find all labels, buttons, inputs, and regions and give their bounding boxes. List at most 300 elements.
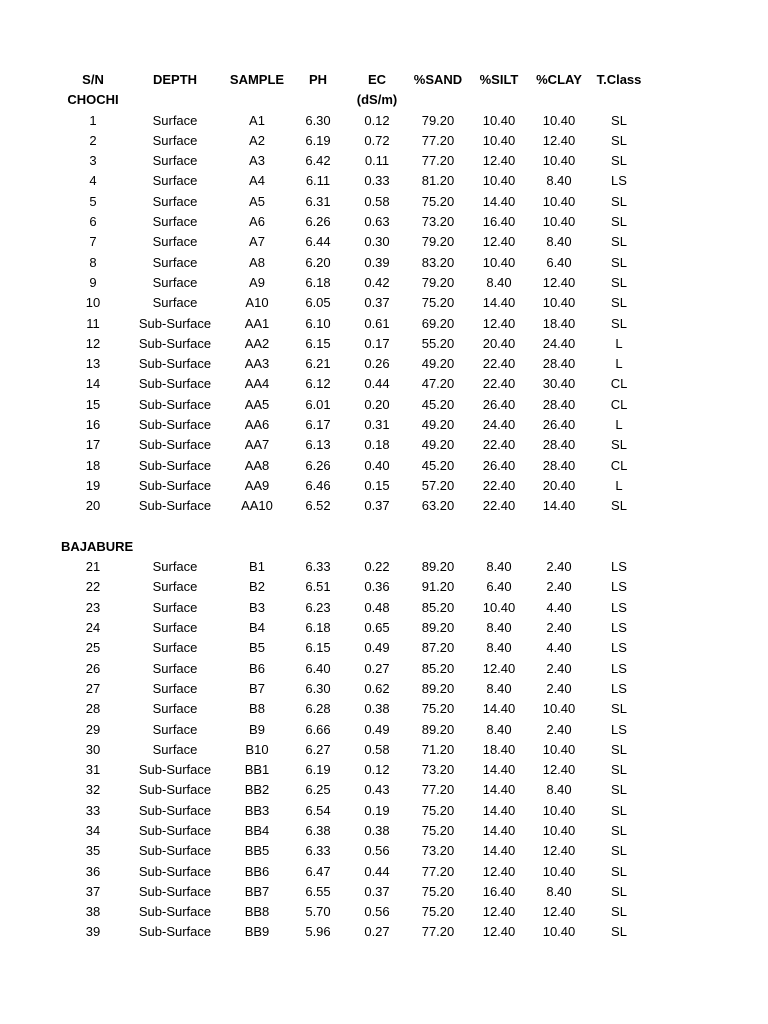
cell-ec: 0.27 <box>364 660 390 676</box>
cell-tclass: SL <box>611 437 627 453</box>
cell-clay: 10.40 <box>542 741 576 757</box>
cell-sample: A7 <box>249 234 265 250</box>
section-chochi-rows <box>0 111 768 517</box>
cell-tclass: SL <box>611 112 627 128</box>
cell-sample: BB3 <box>244 802 270 818</box>
cell-sand: 49.20 <box>421 437 455 453</box>
cell-ph: 6.21 <box>305 356 331 372</box>
cell-ec: 0.58 <box>364 741 390 757</box>
cell-ec: 0.63 <box>364 214 390 230</box>
cell-tclass: SL <box>611 234 627 250</box>
table-row <box>0 557 768 577</box>
section-header-bajabure <box>0 537 768 557</box>
cell-tclass: LS <box>611 599 627 615</box>
cell-sample: BB1 <box>244 762 270 778</box>
table-row <box>0 699 768 719</box>
cell-ph: 6.11 <box>305 173 331 189</box>
cell-ec: 0.33 <box>364 173 390 189</box>
cell-tclass: SL <box>611 701 627 717</box>
cell-tclass: LS <box>611 620 627 636</box>
cell-sample: AA10 <box>241 498 273 514</box>
cell-ec: 0.72 <box>364 132 390 148</box>
cell-tclass: L <box>615 335 623 351</box>
header-clay: %CLAY <box>536 72 582 87</box>
cell-sand: 79.20 <box>421 274 455 290</box>
cell-ec: 0.61 <box>364 315 390 331</box>
cell-ph: 6.25 <box>305 782 331 798</box>
table-row <box>0 598 768 618</box>
cell-tclass: LS <box>611 680 627 696</box>
cell-sample: BB2 <box>244 782 270 798</box>
cell-clay: 20.40 <box>542 477 576 493</box>
cell-depth: Sub-Surface <box>138 437 212 453</box>
cell-depth: Sub-Surface <box>138 924 212 940</box>
cell-ec: 0.39 <box>364 254 390 270</box>
cell-ph: 5.96 <box>305 924 331 940</box>
cell-sample: A9 <box>249 274 265 290</box>
cell-ph: 6.44 <box>305 234 331 250</box>
table-row <box>0 841 768 861</box>
cell-ec: 0.58 <box>364 193 390 209</box>
cell-tclass: SL <box>611 924 627 940</box>
cell-sn: 4 <box>89 173 97 189</box>
cell-ec: 0.36 <box>364 579 390 595</box>
table-row <box>0 374 768 394</box>
cell-sn: 37 <box>85 883 101 899</box>
cell-ph: 6.38 <box>305 822 331 838</box>
cell-sample: B2 <box>249 579 265 595</box>
cell-ec: 0.48 <box>364 599 390 615</box>
cell-sample: B8 <box>249 701 265 717</box>
table-row <box>0 862 768 882</box>
cell-ec: 0.56 <box>364 843 390 859</box>
cell-sand: 85.20 <box>421 599 455 615</box>
header-depth: DEPTH <box>152 72 198 87</box>
table-row <box>0 720 768 740</box>
cell-sample: AA3 <box>244 356 270 372</box>
cell-silt: 14.40 <box>482 193 516 209</box>
cell-sand: 45.20 <box>421 457 455 473</box>
cell-silt: 18.40 <box>482 741 516 757</box>
cell-ph: 6.47 <box>305 863 331 879</box>
cell-sn: 5 <box>89 193 97 209</box>
cell-sand: 47.20 <box>421 376 455 392</box>
cell-sand: 69.20 <box>421 315 455 331</box>
cell-depth: Sub-Surface <box>138 396 212 412</box>
cell-sand: 89.20 <box>421 620 455 636</box>
cell-ec: 0.20 <box>364 396 390 412</box>
cell-sn: 39 <box>85 924 101 940</box>
cell-ph: 6.66 <box>305 721 331 737</box>
cell-ec: 0.56 <box>364 904 390 920</box>
cell-sn: 20 <box>85 498 101 514</box>
cell-sand: 75.20 <box>421 193 455 209</box>
cell-sn: 9 <box>89 274 97 290</box>
cell-sample: A5 <box>249 193 265 209</box>
cell-depth: Surface <box>152 254 198 270</box>
cell-ec: 0.42 <box>364 274 390 290</box>
cell-sample: B7 <box>249 680 265 696</box>
cell-silt: 8.40 <box>486 721 512 737</box>
cell-clay: 24.40 <box>542 335 576 351</box>
cell-silt: 10.40 <box>482 173 516 189</box>
cell-sample: AA9 <box>244 477 270 493</box>
cell-silt: 16.40 <box>482 214 516 230</box>
cell-sample: AA7 <box>244 437 270 453</box>
cell-ph: 6.52 <box>305 498 331 514</box>
cell-ph: 6.42 <box>305 153 331 169</box>
cell-depth: Surface <box>152 640 198 656</box>
cell-clay: 12.40 <box>542 274 576 290</box>
cell-ph: 6.26 <box>305 214 331 230</box>
table-row <box>0 902 768 922</box>
header-row <box>0 70 768 90</box>
cell-silt: 14.40 <box>482 762 516 778</box>
cell-sample: AA2 <box>244 335 270 351</box>
cell-ph: 6.17 <box>305 417 331 433</box>
cell-ph: 6.05 <box>305 295 331 311</box>
cell-sample: B5 <box>249 640 265 656</box>
cell-depth: Sub-Surface <box>138 315 212 331</box>
cell-clay: 10.40 <box>542 193 576 209</box>
cell-sample: BB8 <box>244 904 270 920</box>
cell-silt: 26.40 <box>482 457 516 473</box>
cell-tclass: L <box>615 477 623 493</box>
cell-clay: 28.40 <box>542 437 576 453</box>
cell-sand: 79.20 <box>421 234 455 250</box>
cell-ec: 0.38 <box>364 822 390 838</box>
cell-clay: 8.40 <box>546 883 572 899</box>
cell-sample: AA4 <box>244 376 270 392</box>
cell-silt: 22.40 <box>482 477 516 493</box>
table-row <box>0 456 768 476</box>
soil-data-table <box>0 70 768 943</box>
cell-clay: 6.40 <box>546 254 572 270</box>
cell-ph: 6.28 <box>305 701 331 717</box>
cell-sample: A6 <box>249 214 265 230</box>
cell-sand: 57.20 <box>421 477 455 493</box>
table-row <box>0 314 768 334</box>
cell-tclass: LS <box>611 640 627 656</box>
cell-sample: AA1 <box>244 315 270 331</box>
table-row <box>0 232 768 252</box>
cell-silt: 14.40 <box>482 295 516 311</box>
header-sand: %SAND <box>413 72 463 87</box>
table-row <box>0 780 768 800</box>
table-row <box>0 476 768 496</box>
cell-tclass: SL <box>611 782 627 798</box>
cell-sn: 11 <box>86 315 100 331</box>
cell-clay: 28.40 <box>542 356 576 372</box>
cell-depth: Surface <box>152 599 198 615</box>
cell-sample: AA8 <box>244 457 270 473</box>
cell-depth: Surface <box>152 721 198 737</box>
cell-ec: 0.49 <box>364 721 390 737</box>
cell-sn: 27 <box>85 680 101 696</box>
cell-ph: 6.33 <box>305 559 331 575</box>
cell-ec: 0.65 <box>364 620 390 636</box>
cell-silt: 10.40 <box>482 599 516 615</box>
cell-ph: 6.12 <box>305 376 331 392</box>
cell-ph: 6.26 <box>305 457 331 473</box>
table-row <box>0 922 768 942</box>
cell-clay: 10.40 <box>542 863 576 879</box>
table-row <box>0 253 768 273</box>
cell-silt: 12.40 <box>482 315 516 331</box>
cell-tclass: LS <box>611 559 627 575</box>
cell-clay: 10.40 <box>542 153 576 169</box>
cell-silt: 12.40 <box>482 234 516 250</box>
cell-ph: 6.01 <box>305 396 331 412</box>
cell-clay: 8.40 <box>546 782 572 798</box>
cell-silt: 8.40 <box>486 274 512 290</box>
cell-sand: 87.20 <box>421 640 455 656</box>
cell-sn: 38 <box>85 904 101 920</box>
cell-sand: 77.20 <box>421 132 455 148</box>
cell-sand: 49.20 <box>421 356 455 372</box>
cell-depth: Sub-Surface <box>138 843 212 859</box>
cell-sample: BB4 <box>244 822 270 838</box>
cell-silt: 12.40 <box>482 863 516 879</box>
cell-sand: 85.20 <box>421 660 455 676</box>
cell-ec: 0.15 <box>364 477 390 493</box>
cell-silt: 24.40 <box>482 417 516 433</box>
cell-sand: 79.20 <box>421 112 455 128</box>
cell-sand: 91.20 <box>421 579 455 595</box>
table-row <box>0 577 768 597</box>
cell-ph: 6.19 <box>305 762 331 778</box>
cell-tclass: L <box>615 356 623 372</box>
cell-silt: 8.40 <box>486 640 512 656</box>
table-row <box>0 192 768 212</box>
cell-ec: 0.62 <box>364 680 390 696</box>
cell-ec: 0.40 <box>364 457 390 473</box>
cell-depth: Surface <box>152 193 198 209</box>
cell-silt: 12.40 <box>482 904 516 920</box>
cell-sand: 77.20 <box>421 863 455 879</box>
cell-ph: 6.54 <box>305 802 331 818</box>
cell-clay: 10.40 <box>542 112 576 128</box>
cell-ph: 6.15 <box>305 640 331 656</box>
cell-ec: 0.38 <box>364 701 390 717</box>
cell-depth: Sub-Surface <box>138 822 212 838</box>
cell-sand: 45.20 <box>421 396 455 412</box>
table-row <box>0 679 768 699</box>
cell-tclass: SL <box>611 153 627 169</box>
cell-sample: B4 <box>249 620 265 636</box>
cell-depth: Sub-Surface <box>138 498 212 514</box>
cell-clay: 2.40 <box>546 559 572 575</box>
cell-ec: 0.37 <box>364 295 390 311</box>
cell-sn: 16 <box>85 417 101 433</box>
cell-depth: Sub-Surface <box>138 477 212 493</box>
cell-clay: 8.40 <box>546 234 572 250</box>
cell-sand: 89.20 <box>421 721 455 737</box>
cell-tclass: SL <box>611 193 627 209</box>
cell-depth: Surface <box>152 295 198 311</box>
cell-sn: 17 <box>85 437 101 453</box>
cell-ec: 0.22 <box>364 559 390 575</box>
header-sample: SAMPLE <box>229 72 285 87</box>
cell-depth: Surface <box>152 579 198 595</box>
cell-sample: AA5 <box>244 396 270 412</box>
cell-silt: 22.40 <box>482 437 516 453</box>
table-row <box>0 659 768 679</box>
header-tclass: T.Class <box>596 72 642 87</box>
cell-ph: 6.23 <box>305 599 331 615</box>
cell-silt: 8.40 <box>486 620 512 636</box>
cell-clay: 2.40 <box>546 620 572 636</box>
subheader-row <box>0 90 768 110</box>
cell-clay: 8.40 <box>546 173 572 189</box>
cell-sample: B3 <box>249 599 265 615</box>
table-row <box>0 293 768 313</box>
cell-sand: 77.20 <box>421 153 455 169</box>
cell-clay: 28.40 <box>542 457 576 473</box>
cell-silt: 22.40 <box>482 376 516 392</box>
cell-tclass: LS <box>611 721 627 737</box>
cell-ph: 6.51 <box>305 579 331 595</box>
cell-ph: 6.33 <box>305 843 331 859</box>
cell-sn: 31 <box>85 762 101 778</box>
cell-sn: 1 <box>89 112 97 128</box>
cell-clay: 2.40 <box>546 660 572 676</box>
cell-ph: 6.10 <box>305 315 331 331</box>
cell-sn: 36 <box>85 863 101 879</box>
cell-ph: 6.19 <box>305 132 331 148</box>
cell-sample: A4 <box>249 173 265 189</box>
cell-tclass: LS <box>611 660 627 676</box>
cell-silt: 16.40 <box>482 883 516 899</box>
cell-depth: Surface <box>152 112 198 128</box>
cell-depth: Surface <box>152 559 198 575</box>
cell-ph: 6.18 <box>305 274 331 290</box>
cell-sn: 26 <box>85 660 101 676</box>
cell-silt: 22.40 <box>482 498 516 514</box>
cell-clay: 30.40 <box>542 376 576 392</box>
cell-sn: 12 <box>85 335 101 351</box>
table-row <box>0 354 768 374</box>
cell-tclass: SL <box>611 843 627 859</box>
cell-sand: 77.20 <box>421 782 455 798</box>
cell-clay: 2.40 <box>546 680 572 696</box>
cell-ec: 0.19 <box>364 802 390 818</box>
cell-sand: 49.20 <box>421 417 455 433</box>
cell-sn: 19 <box>85 477 101 493</box>
cell-ph: 6.55 <box>305 883 331 899</box>
cell-clay: 12.40 <box>542 843 576 859</box>
cell-depth: Surface <box>152 660 198 676</box>
cell-tclass: SL <box>611 295 627 311</box>
cell-ec: 0.11 <box>364 153 390 169</box>
table-row <box>0 496 768 516</box>
cell-ph: 6.15 <box>305 335 331 351</box>
cell-sand: 73.20 <box>421 762 455 778</box>
section-label-bajabure: BAJABURE <box>61 538 134 554</box>
table-row <box>0 395 768 415</box>
cell-sn: 3 <box>89 153 97 169</box>
cell-tclass: SL <box>611 274 627 290</box>
cell-ph: 6.27 <box>305 741 331 757</box>
header-silt: %SILT <box>479 72 519 87</box>
cell-sample: BB5 <box>244 843 270 859</box>
cell-tclass: CL <box>610 457 628 473</box>
cell-sn: 18 <box>85 457 101 473</box>
cell-sn: 29 <box>85 721 101 737</box>
cell-silt: 8.40 <box>486 680 512 696</box>
cell-sn: 24 <box>85 620 101 636</box>
table-row <box>0 638 768 658</box>
table-row <box>0 760 768 780</box>
cell-sn: 6 <box>89 214 97 230</box>
cell-clay: 4.40 <box>546 640 572 656</box>
cell-sample: B10 <box>245 741 269 757</box>
cell-clay: 2.40 <box>546 579 572 595</box>
cell-tclass: SL <box>611 132 627 148</box>
cell-depth: Surface <box>152 132 198 148</box>
cell-clay: 28.40 <box>542 396 576 412</box>
cell-ec: 0.31 <box>364 417 390 433</box>
cell-sample: A8 <box>249 254 265 270</box>
cell-clay: 26.40 <box>542 417 576 433</box>
table-row <box>0 171 768 191</box>
table-row <box>0 882 768 902</box>
cell-tclass: SL <box>611 863 627 879</box>
header-ph: PH <box>308 72 328 87</box>
cell-ec: 0.17 <box>364 335 390 351</box>
cell-ec: 0.30 <box>364 234 390 250</box>
cell-clay: 12.40 <box>542 904 576 920</box>
cell-tclass: SL <box>611 498 627 514</box>
cell-silt: 10.40 <box>482 132 516 148</box>
cell-depth: Surface <box>152 620 198 636</box>
cell-depth: Sub-Surface <box>138 356 212 372</box>
cell-ph: 6.31 <box>305 193 331 209</box>
cell-depth: Sub-Surface <box>138 417 212 433</box>
cell-sand: 75.20 <box>421 295 455 311</box>
cell-tclass: SL <box>611 883 627 899</box>
cell-silt: 12.40 <box>482 924 516 940</box>
table-row <box>0 740 768 760</box>
cell-depth: Sub-Surface <box>138 762 212 778</box>
cell-sand: 55.20 <box>421 335 455 351</box>
cell-depth: Surface <box>152 680 198 696</box>
cell-silt: 14.40 <box>482 701 516 717</box>
cell-tclass: SL <box>611 214 627 230</box>
cell-sn: 34 <box>85 822 101 838</box>
cell-clay: 2.40 <box>546 721 572 737</box>
table-row <box>0 801 768 821</box>
cell-sand: 81.20 <box>421 173 455 189</box>
header-ec-unit: (dS/m) <box>356 92 398 108</box>
cell-sand: 71.20 <box>421 741 455 757</box>
section-bajabure-rows <box>0 557 768 943</box>
cell-tclass: LS <box>611 579 627 595</box>
cell-sample: BB6 <box>244 863 270 879</box>
cell-clay: 4.40 <box>546 599 572 615</box>
table-row <box>0 111 768 131</box>
table-row <box>0 151 768 171</box>
cell-silt: 8.40 <box>486 559 512 575</box>
header-sn: S/N <box>82 72 104 87</box>
cell-ec: 0.49 <box>364 640 390 656</box>
cell-tclass: CL <box>610 396 628 412</box>
cell-sn: 25 <box>85 640 101 656</box>
cell-depth: Sub-Surface <box>138 782 212 798</box>
cell-sand: 73.20 <box>421 214 455 230</box>
cell-clay: 14.40 <box>542 498 576 514</box>
cell-sample: A10 <box>245 295 269 311</box>
